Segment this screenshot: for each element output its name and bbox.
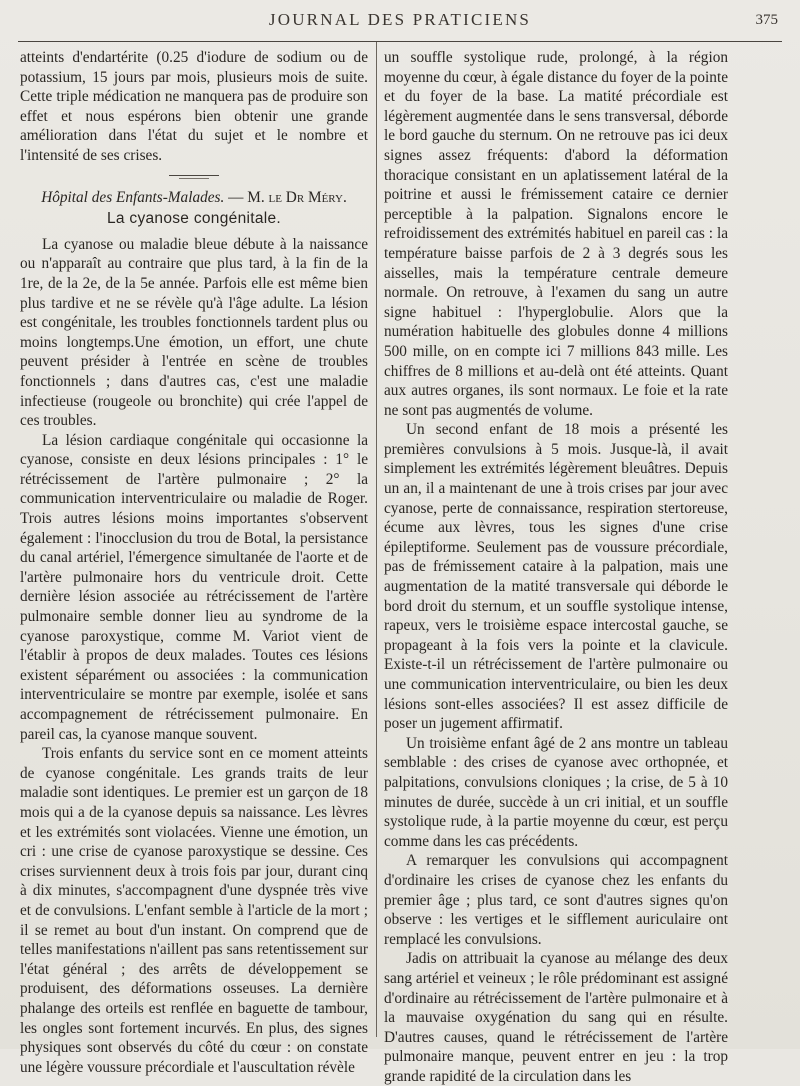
section-divider xyxy=(169,175,219,178)
body-paragraph: La lésion cardiaque congénitale qui occasionne la cyanose, consiste en deux lésions principales : 1° le rétrécissement de l'artère pulmonaire ; 2° la communication interventriculaire ou maladie de Roger. Trois autres lésions moins importantes s'observent également : l'inocclusion du trou de Botal, la persistance du canal artériel, l'émergence simultanée de l'aorte et de l'artère pulmonaire hors du ventricule droit. Cette dernière lésion associée au rétrécissement de l'artère pulmonaire semble donner lieu au syndrome de la cyanose paroxystique, comme M. Variot vient de l'établir à propos de deux malades. Toutes ces lésions existent séparément ou associées : la communication interventriculaire se montre par exemple, isolée et sans accompagnement de rétrécissement pulmonaire. En pareil cas, la cyanose manque souvent. xyxy=(20,431,368,743)
affiliation-author: M. le Dr Méry. xyxy=(247,188,347,206)
page-number: 375 xyxy=(755,12,778,28)
left-column xyxy=(20,48,368,1077)
page-header xyxy=(0,8,800,38)
continuation-paragraph: atteints d'endartérite (0.25 d'iodure de sodium ou de potassium, 15 jours par mois, plusieurs mois de suite. Cette triple médication ne manquera pas de produire son effet et nous espérons bien obtenir une grande amélioration dans l'état du sujet et le nombre et l'intensité de ses crises. xyxy=(20,49,368,164)
body-paragraph: Jadis on attribuait la cyanose au mélange des deux sang artériel et veineux ; le rôle prédominant est assigné d'ordinaire au rétrécissement de l'artère pulmonaire et à la mauvaise oxygénation du sang qui en résulte. D'autres causes, quand le rétrécissement de l'artère pulmonaire manque, peuvent entrer en jeu : la trop grande rapidité de la circulation dans les xyxy=(384,950,728,1085)
column-divider xyxy=(376,42,377,1037)
body-paragraph: Un troisième enfant âgé de 2 ans montre un tableau semblable : des crises de cyanose avec orthopnée, et palpitations, convulsions cloniques ; la crise, de 5 à 10 minutes de durée, succède à un cri initial, et un souffle systolique rude, à la partie moyenne du cœur, est perçu comme dans les cas précédents. xyxy=(384,734,728,850)
article-affiliation xyxy=(20,188,368,208)
right-column xyxy=(384,48,728,1086)
affiliation-separator: — xyxy=(228,188,244,206)
header-rule xyxy=(18,41,782,42)
running-title: JOURNAL DES PRATICIENS xyxy=(268,10,532,29)
body-paragraph: A remarquer les convulsions qui accompagnent d'ordinaire les crises de cyanose chez les enfants du premier âge ; plus tard, ce sont d'autres signes qu'on observe : les vertiges et le sifflement auriculaire ont remplacé les convulsions. xyxy=(384,852,728,948)
body-paragraph: La cyanose ou maladie bleue débute à la naissance ou n'apparaît au contraire que plus tard, à la fin de la 1re, de la 2e, de la 5e année. Parfois elle est même bien plus tardive et ne se révèle qu'à l'âge adulte. La lésion est congénitale, les troubles fonctionnels tardent plus ou moins longtemps.Une émotion, un effort, une chute peuvent présider à l'entrée en scène de troubles fonctionnels ; dans d'autres cas, c'est une maladie infectieuse (rougeole ou bronchite) qui crée l'appel de ces troubles. xyxy=(20,235,368,430)
body-paragraph: Trois enfants du service sont en ce moment atteints de cyanose congénitale. Les grands traits de leur maladie sont identiques. Le premier est un garçon de 18 mois qui a de la cyanose depuis sa naissance. Les lèvres et les extrémités sont violacées. Vienne une émotion, un cri : une crise de cyanose paroxystique se dessine. Ces crises surviennent deux à trois fois par jour, durant cinq à dix minutes, s'accompagnent d'une dyspnée très vive et de convulsions. L'enfant semble à l'article de la mort ; il se remet au bout d'un instant. On comprend que de telles manifestations n'aillent pas sans retentissement sur l'état général ; des arrêts de développement se produisent, des déformations osseuses. La dernière phalange des orteils est renflée en baguette de tambour, les ongles sont fortement incurvés. En plus, des signes physiques sont observés du côté du cœur : on constate une légère voussure précordiale et l'auscultation révèle xyxy=(20,745,368,1076)
body-paragraph: Un second enfant de 18 mois a présenté les premières convulsions à 5 mois. Jusque-là, il avait simplement les extrémités légèrement bleuâtres. Depuis un an, il a maintenant de une à trois crises par jour avec cyanose, perte de connaissance, respiration stertoreuse, écume aux lèvres, tous les signes d'une crise épileptiforme. Seulement pas de voussure précordiale, pas de frémissement cataire à la palpation, mais une augmentation de la matité transversale qui déborde le bord droit du sternum, et un souffle systolique intense, rapeux, vers le troisième espace intercostal gauche, se propageant à la fois vers la pointe et la clavicule. Existe-t-il un rétrécissement de l'artère pulmonaire ou une communication interventriculaire, ou bien les deux lésions sont-elles associées? Il est assez difficile de poser un jugement affirmatif. xyxy=(384,421,728,733)
affiliation-place: Hôpital des Enfants-Malades. xyxy=(41,188,225,206)
body-paragraph: un souffle systolique rude, prolongé, à la région moyenne du cœur, à égale distance du foyer de la pointe et du foyer de la base. La matité précordiale est légèrement augmentée dans le sens transversal, déborde le bord gauche du sternum. On ne retrouve pas ici deux signes assez fréquents: d'abord la déformation thoracique consistant en un aplatissement latéral de la poitrine et aussi le frémissement cataire ce dernier perceptible à la palpation. Signalons encore le refroidissement des extrémités habituel en pareil cas : la température baisse parfois de 2 à 3 degrés sous les aisselles, mais la température centrale demeure normale. On retrouve, à l'examen du sang un autre signe habituel : l'hyperglobulie. Alors que la numération habituelle des globules donne 4 millions 500 mille, on en compte ici 7 millions 843 mille. Les chiffres de 8 millions et au-delà ont été atteints. Quant aux autres organes, ils sont normaux. Le foie et la rate ne sont pas augmentés de volume. xyxy=(384,49,728,419)
article-title: La cyanose congénitale. xyxy=(106,210,282,228)
